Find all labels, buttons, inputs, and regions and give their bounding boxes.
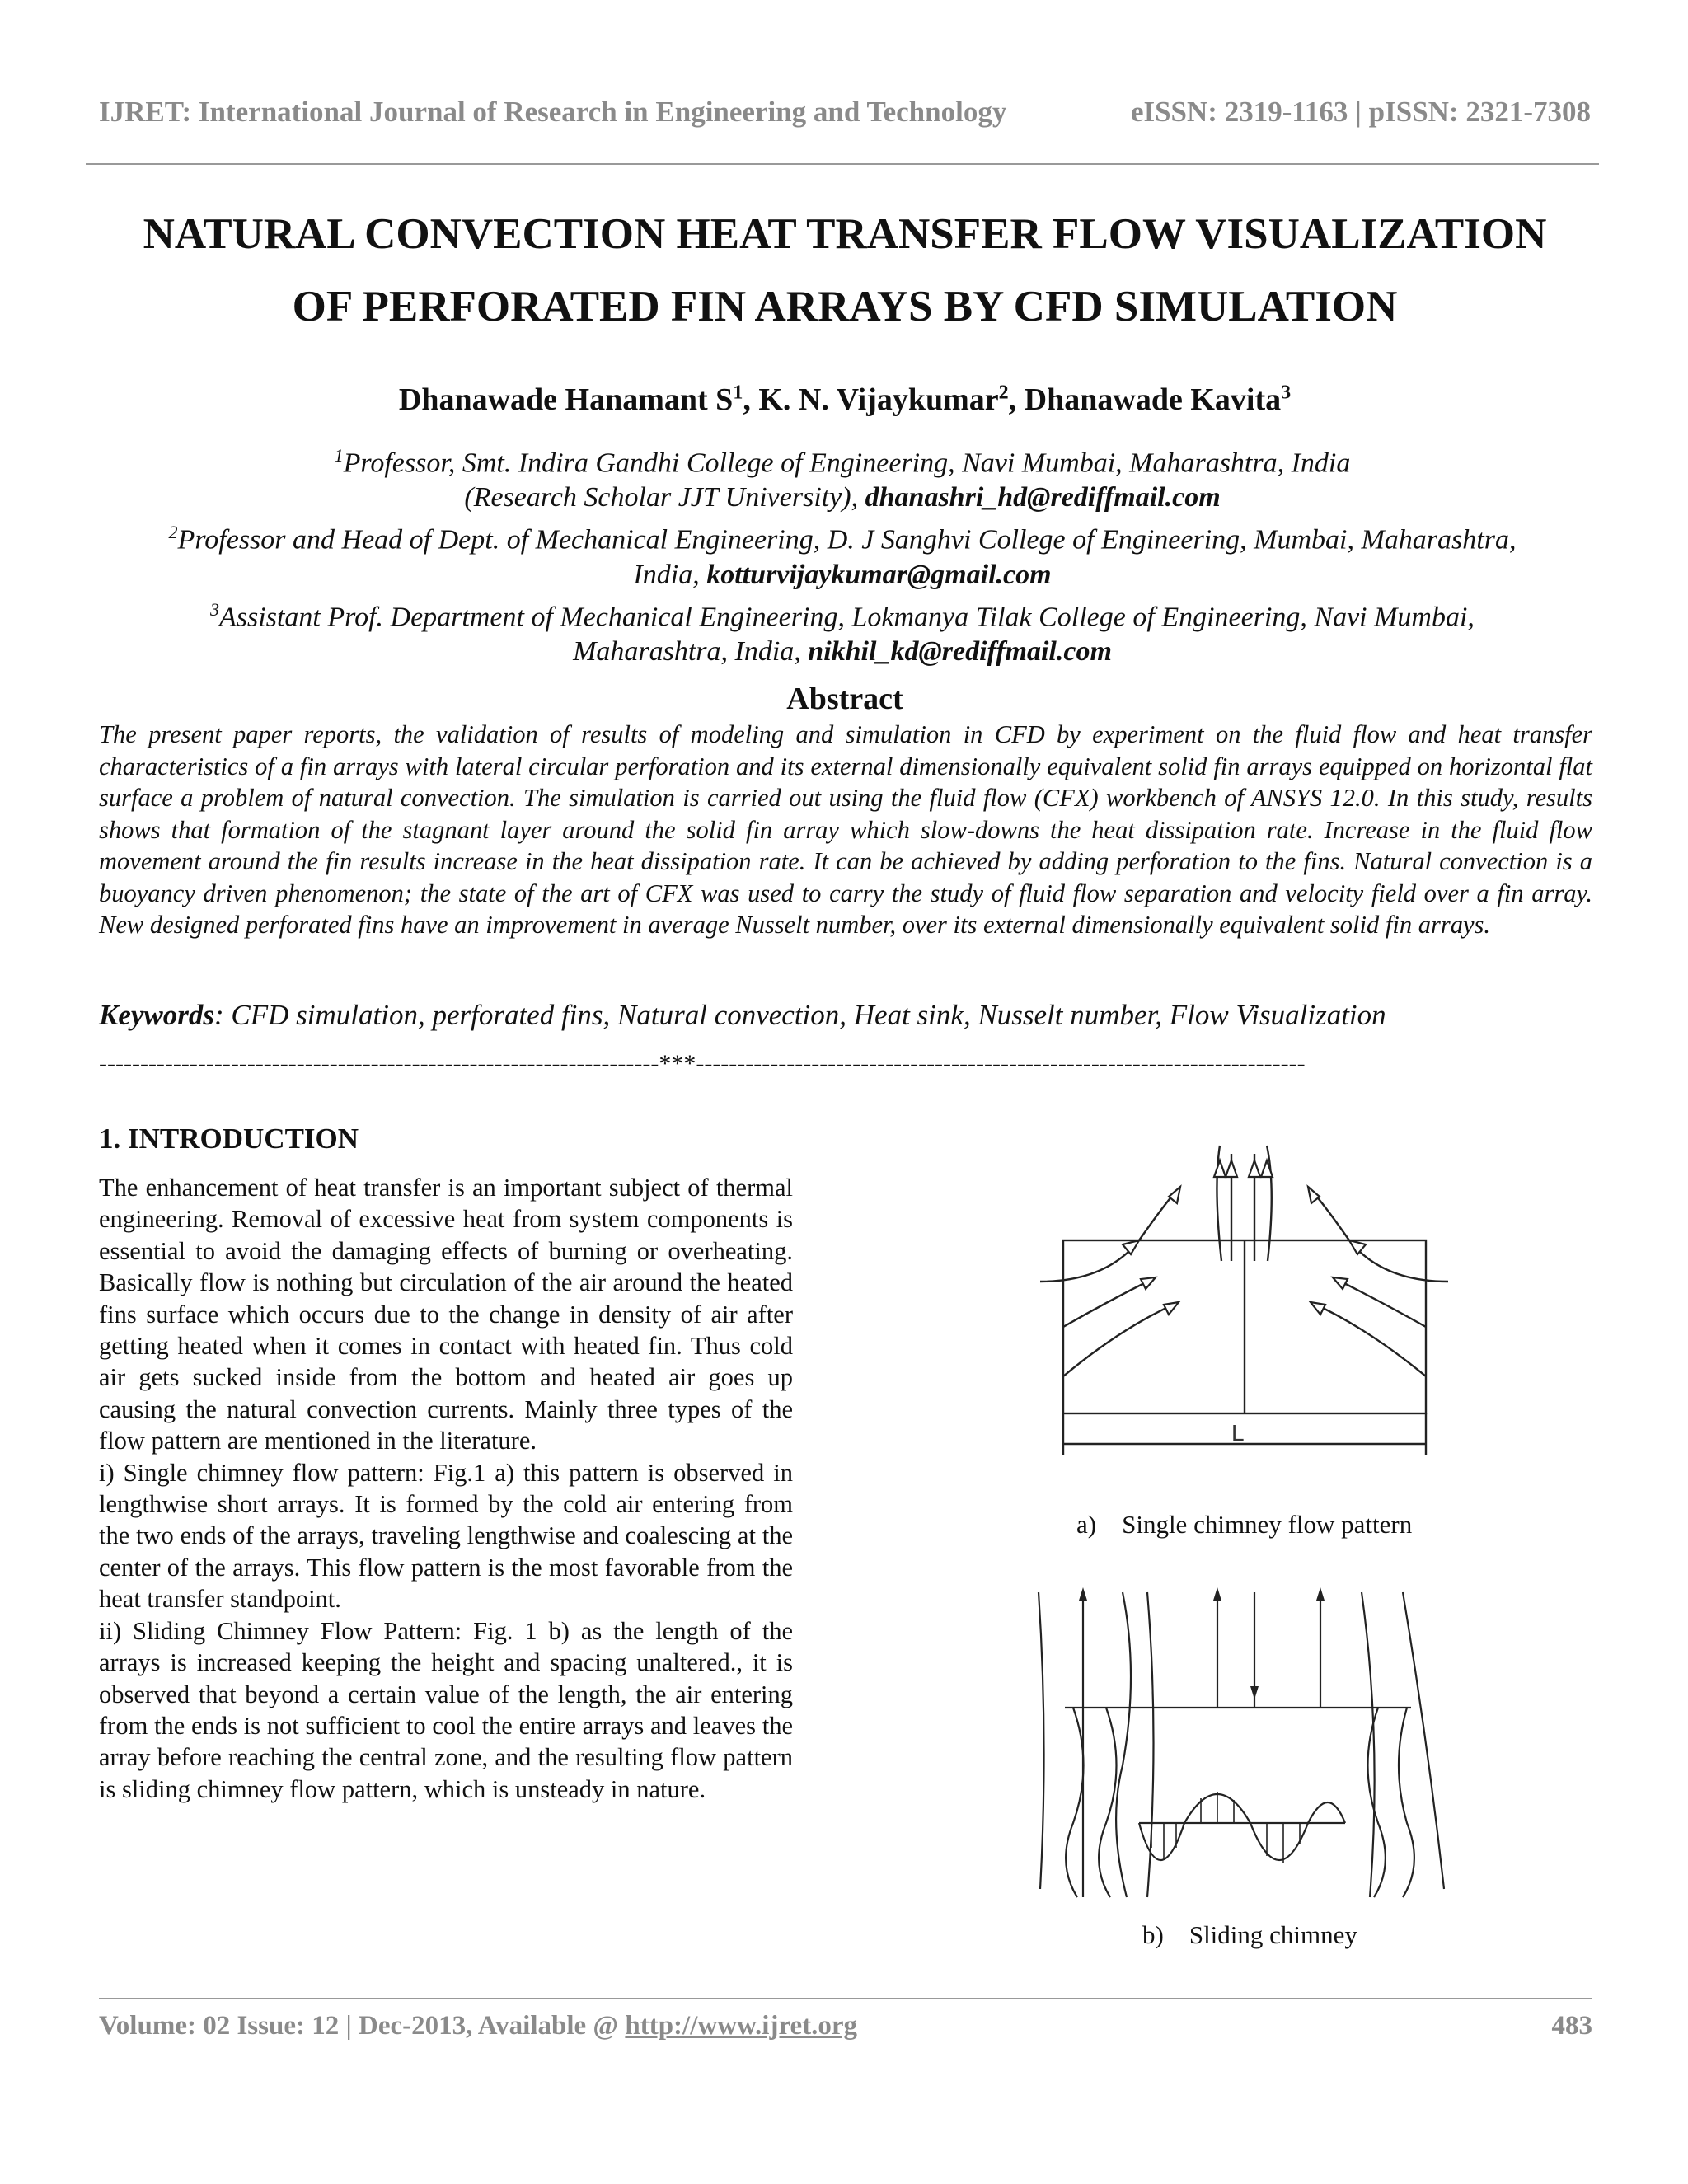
paragraph: The enhancement of heat transfer is an important subject of thermal engineering. Removal of excessive heat from system components is essential to avoid the damaging effects of burning or overheating. Basically flow is nothing but circulation of the air around the heated fins surface which occurs due to the change in density of air after getting heated when it comes in contact with heated fin. Thus cold air gets sucked inside from the bottom and heated air goes up causing the natural convection currents. Mainly three types of the flow pattern are mentioned in the literature.: [99, 1174, 793, 1455]
journal-url-link[interactable]: http://www.ijret.org: [625, 2011, 858, 2041]
running-footer: [99, 2011, 1592, 2041]
dimension-label: L: [1231, 1420, 1245, 1446]
affiliation-2-line-1: $^2$Professor and Head of Dept. of Mechanical Engineering, D. J Sanghvi College of Engineering, Mumbai, Maharashtra,: [168, 522, 1517, 555]
email-link[interactable]: kotturvijaykumar@gmail.com: [706, 559, 1052, 590]
affiliation-1-line-2: (Research Scholar JJT University), dhanashri_hd@rediffmail.com: [464, 482, 1221, 513]
figure-b-title: Sliding chimney: [1189, 1920, 1357, 1949]
author-2-sup: 2: [998, 382, 1009, 404]
section-separator: --------------------------------------------------------------------***--------------------------------------------------------------------------: [99, 1050, 1306, 1077]
author-3: Dhanawade Kavita: [1024, 382, 1282, 417]
abstract-heading: Abstract: [786, 682, 903, 716]
issn: eISSN: 2319-1163 | pISSN: 2321-7308: [1130, 96, 1591, 128]
footer-rule: [99, 1998, 1592, 1999]
email-link[interactable]: dhanashri_hd@rediffmail.com: [865, 482, 1221, 513]
paragraph: i) Single chimney flow pattern: Fig.1 a) this pattern is observed in lengthwise short arrays. It is formed by the cold air entering from the two ends of the arrays, traveling lengthwise and coalescing at the center of the arrays. This flow pattern is the most favorable from the heat transfer standpoint.: [99, 1458, 793, 1614]
abstract-text: The present paper reports, the validation of results of modeling and simulation in CFD by experiment on the fluid flow and heat transfer characteristics of a fin arrays with lateral circular perforation and its external dimensionally equivalent solid fin arrays equipped on horizontal flat surface a problem of natural convection. The simulation is carried out using the fluid flow (CFX) workbench of ANSYS 12.0. In this study, results shows that formation of the stagnant layer around the solid fin array which slow-downs the heat dissipation rate. Increase in the fluid flow movement around the fin results increase in the heat dissipation rate. It can be achieved by adding perforation to the fins. Natural convection is a buoyancy driven phenomenon; the state of the art of CFX was used to carry the study of fluid flow separation and velocity field over a fin array. New designed perforated fins have an improvement in average Nusselt number, over its external dimensionally equivalent solid fin arrays.: [99, 720, 1592, 939]
figure-a-caption: [1076, 1510, 1412, 1540]
affiliations: [86, 438, 1599, 669]
page-number: 483: [1551, 2011, 1592, 2041]
author-3-sup: 3: [1281, 382, 1292, 404]
affiliation-2-line-2: India, kotturvijaykumar@gmail.com: [633, 559, 1052, 590]
author-sep: ,: [743, 382, 759, 417]
keywords: [99, 999, 1592, 1032]
title-line-1: NATURAL CONVECTION HEAT TRANSFER FLOW VISUALIZATION: [143, 210, 1547, 258]
footer-volume: Volume: 02 Issue: 12 | Dec-2013, Available @ http://www.ijret.org: [99, 2011, 858, 2041]
paragraph: ii) Sliding Chimney Flow Pattern: Fig. 1 b) as the length of the arrays is increased keeping the height and spacing unaltered., it is observed that beyond a certain value of the length, the air entering from the ends is not sufficient to cool the entire arrays and leaves the array before reaching the central zone, and the resulting flow pattern is sliding chimney flow pattern, which is unsteady in nature.: [99, 1616, 793, 1803]
paper-title: [99, 198, 1591, 343]
affiliation-3-line-2: Maharashtra, India, nikhil_kd@rediffmail.com: [573, 635, 1112, 667]
figure-b-label: b): [1142, 1920, 1164, 1949]
section-heading: 1. INTRODUCTION: [99, 1122, 359, 1155]
figure-b-caption: [1142, 1920, 1357, 1950]
author-1: Dhanawade Hanamant S: [398, 382, 734, 417]
author-sep: ,: [1008, 382, 1025, 417]
header-rule: [86, 163, 1599, 165]
email-link[interactable]: nikhil_kd@rediffmail.com: [808, 635, 1112, 667]
running-header: [99, 96, 1591, 129]
figure-a-title: Single chimney flow pattern: [1122, 1510, 1413, 1539]
keywords-text: : CFD simulation, perforated fins, Natural convection, Heat sink, Nusselt number, Flow Visualization: [214, 999, 1386, 1031]
affiliation-1-line-1: $^1$Professor, Smt. Indira Gandhi College of Engineering, Navi Mumbai, Maharashtra, India: [334, 445, 1351, 479]
keywords-label: Keywords: [99, 999, 214, 1031]
introduction-body: [99, 1172, 793, 1805]
author-1-sup: 1: [733, 382, 743, 404]
figure-a-label: a): [1076, 1510, 1097, 1539]
author-2: K. N. Vijaykumar: [758, 382, 999, 417]
figure-single-chimney: [1015, 1137, 1469, 1475]
affiliation-3-line-1: $^3$Assistant Prof. Department of Mechanical Engineering, Lokmanya Tilak College of Engineering, Navi Mumbai,: [210, 598, 1475, 632]
author-list: [99, 382, 1591, 418]
figure-sliding-chimney: [1015, 1576, 1461, 1905]
journal-name: IJRET: International Journal of Research in Engineering and Technology: [99, 96, 1007, 128]
title-line-2: OF PERFORATED FIN ARRAYS BY CFD SIMULATION: [292, 283, 1398, 330]
